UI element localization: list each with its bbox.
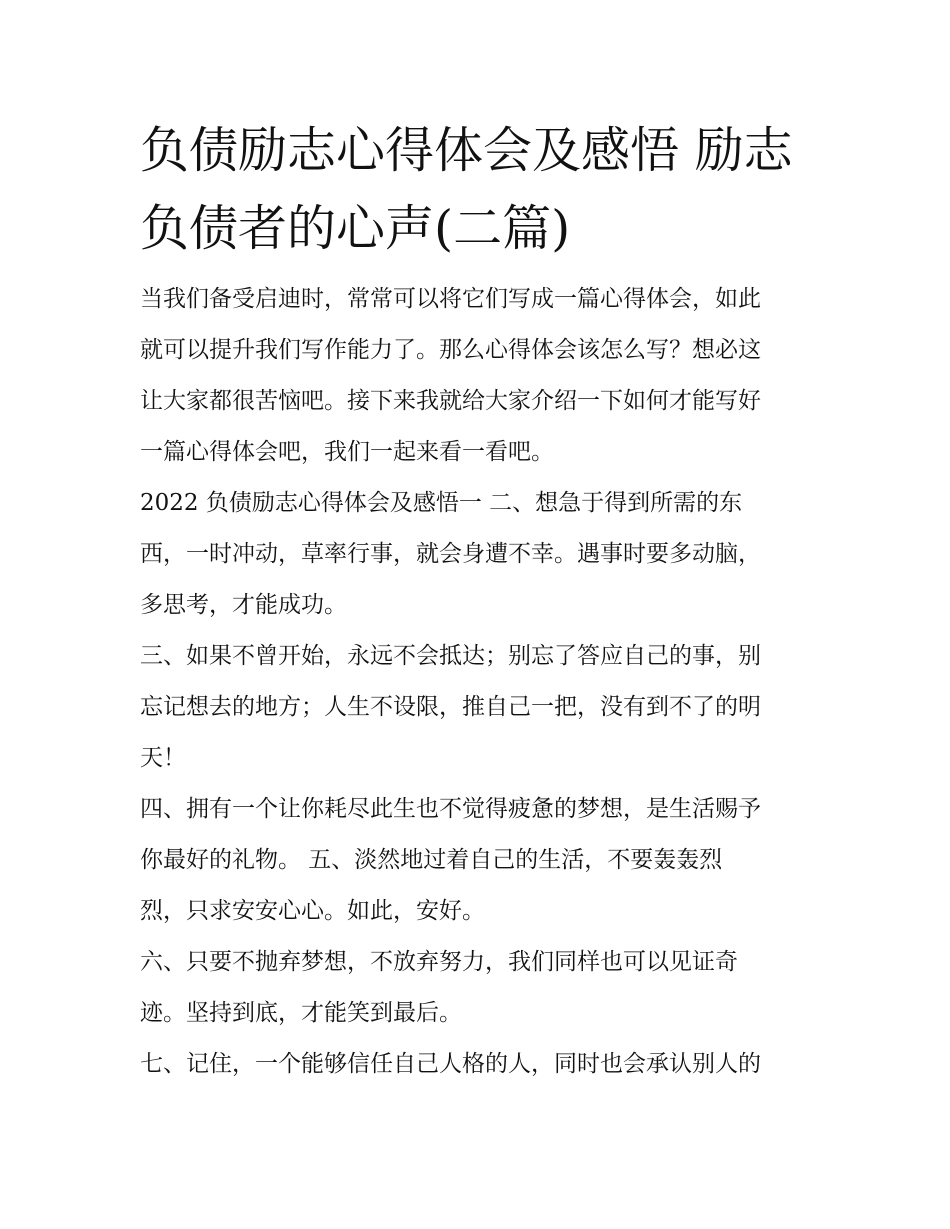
body-line: 四、拥有一个让你耗尽此生也不觉得疲惫的梦想，是生活赐予 <box>140 796 761 822</box>
body-line: 忘记想去的地方；人生不设限，推自己一把，没有到不了的明 <box>140 694 761 720</box>
body-line: 七、记住，一个能够信任自己人格的人，同时也会承认别人的 <box>140 1051 761 1077</box>
document-body <box>140 274 830 1090</box>
body-line: 2022 负债励志心得体会及感悟一 二、想急于得到所需的东 <box>140 490 743 516</box>
body-line: 让大家都很苦恼吧。接下来我就给大家介绍一下如何才能写好 <box>140 388 761 414</box>
body-line: 六、只要不抛弃梦想，不放弃努力，我们同样也可以见证奇 <box>140 949 738 975</box>
body-line: 一篇心得体会吧，我们一起来看一看吧。 <box>140 439 554 465</box>
body-line: 你最好的礼物。 五、淡然地过着自己的生活，不要轰轰烈 <box>140 847 723 873</box>
body-line: 多思考，才能成功。 <box>140 592 347 618</box>
title-line: 负债者的心声(二篇) <box>140 200 571 257</box>
body-line: 西，一时冲动，草率行事，就会身遭不幸。遇事时要多动脑， <box>140 541 761 567</box>
body-line: 就可以提升我们写作能力了。那么心得体会该怎么写？想必这 <box>140 337 761 363</box>
body-line: 三、如果不曾开始，永远不会抵达；别忘了答应自己的事，别 <box>140 643 761 669</box>
document-title <box>140 112 830 268</box>
body-line: 迹。坚持到底，才能笑到最后。 <box>140 1000 462 1026</box>
body-line: 当我们备受启迪时，常常可以将它们写成一篇心得体会，如此 <box>140 286 761 312</box>
body-line: 烈，只求安安心心。如此，安好。 <box>140 898 485 924</box>
body-line: 天！ <box>140 745 186 771</box>
title-line: 负债励志心得体会及感悟 励志 <box>140 122 793 179</box>
